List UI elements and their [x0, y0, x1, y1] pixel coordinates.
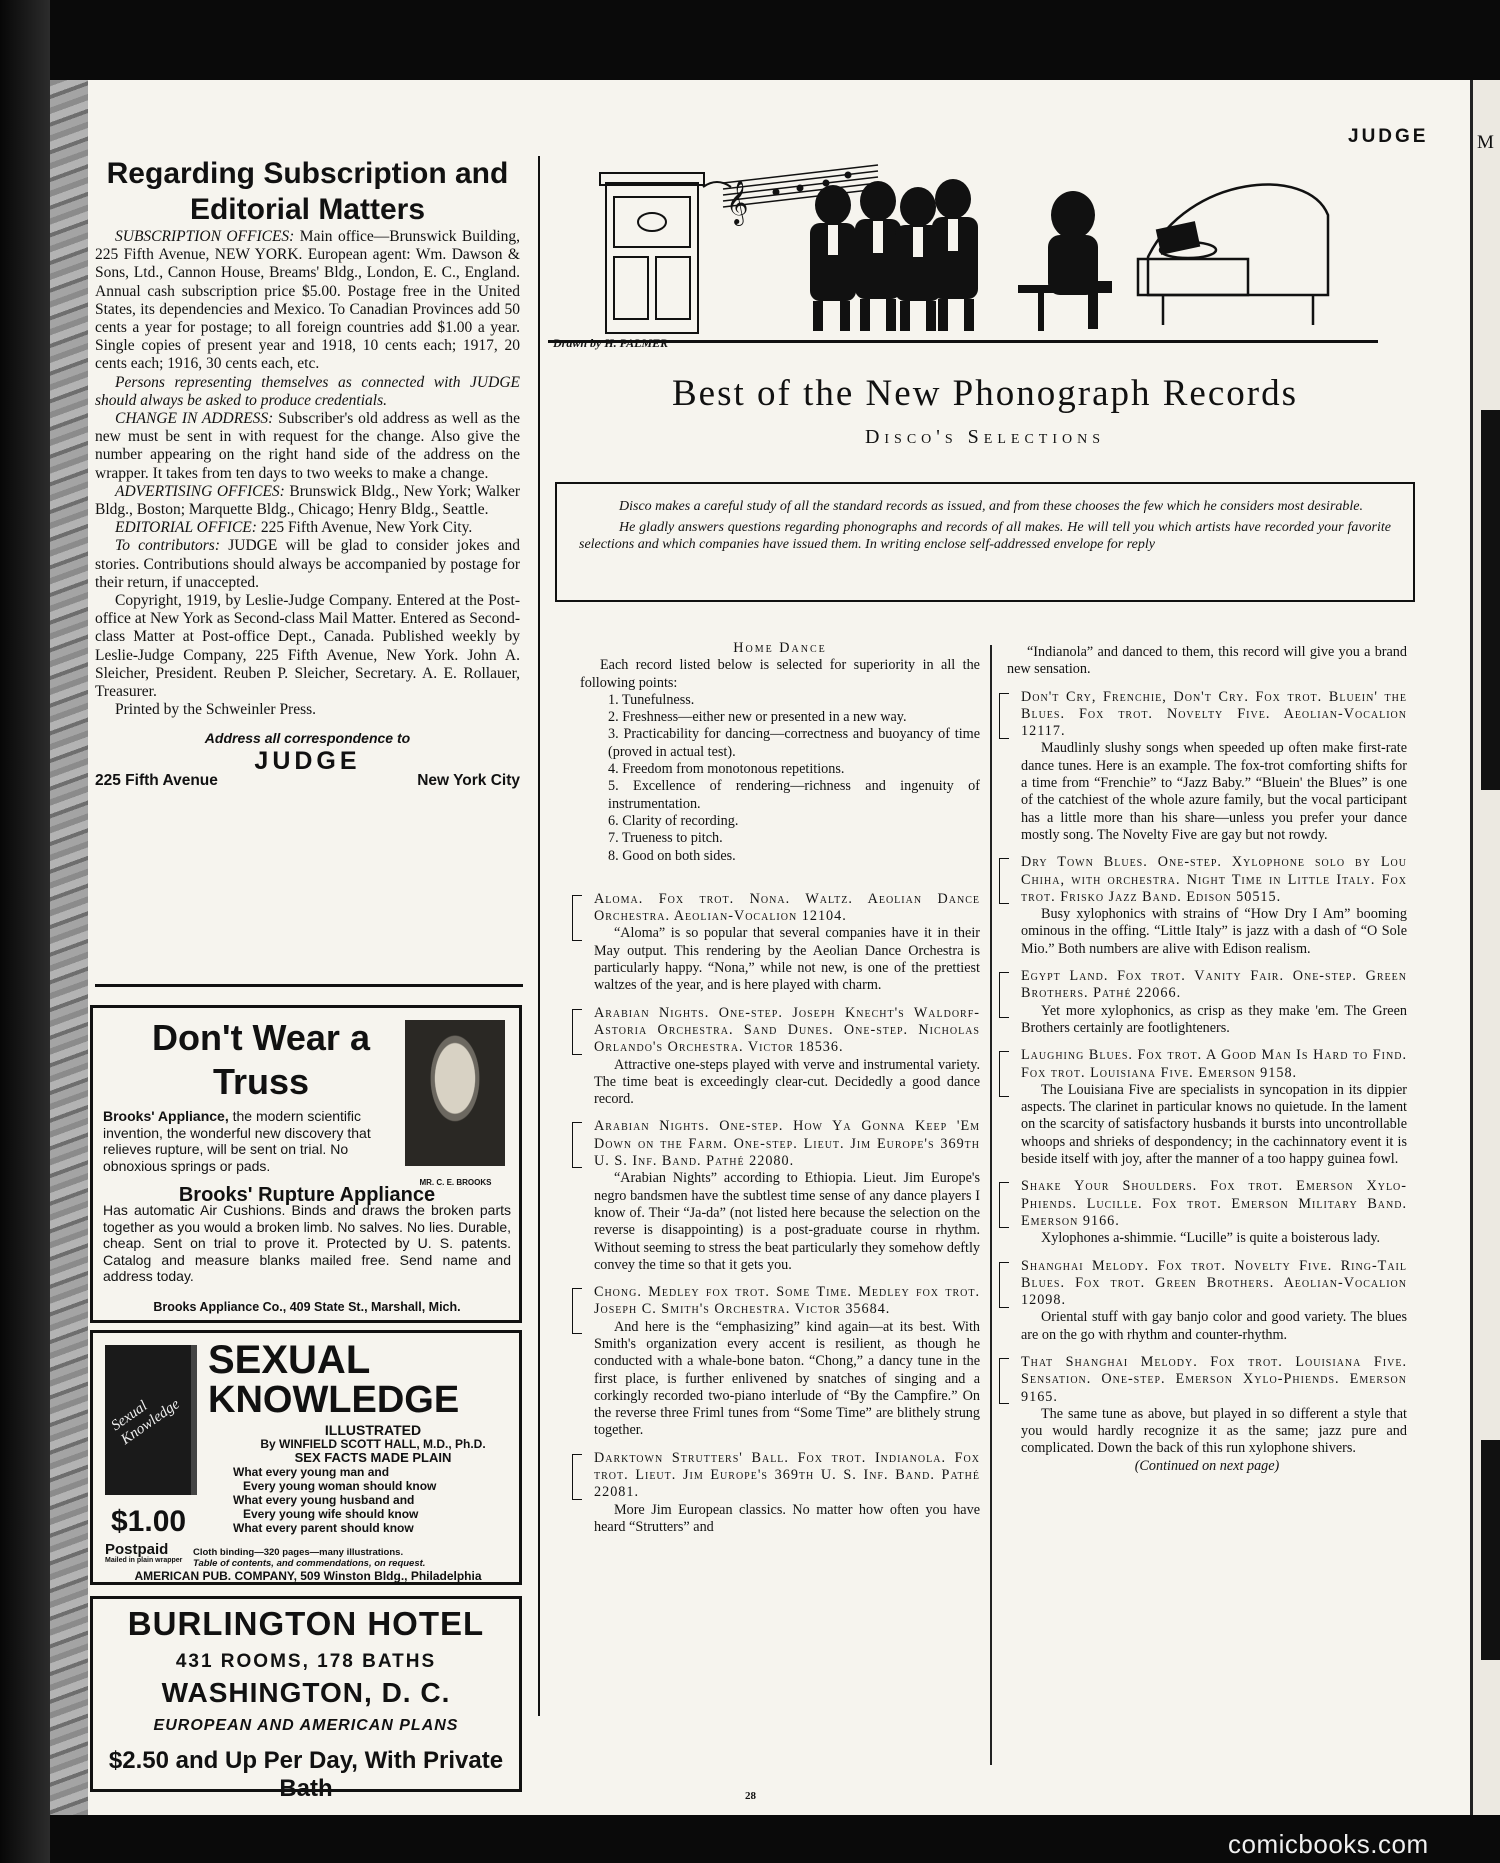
record-entry: Darktown Strutters' Ball. Fox trot. Indianola. Fox trot. Lieut. Jim Europe's 369th U. S. Inf. Band. Pathé 22081. More Jim European classics. No matter how often you have heard “Strutters” and	[580, 1450, 980, 1536]
editor-note-p1: Disco makes a careful study of all the standard records as issued, and from these chooses the few which he considers most desirable.	[619, 499, 1363, 514]
criteria-list	[580, 692, 980, 865]
change-address: CHANGE IN ADDRESS: Subscriber's old address as well as the new must be sent in with request for the change. Also give the number appearing on the right hand side of the address on the wrapper. It takes from ten days to two weeks to make a change.	[95, 410, 520, 482]
column-lead: “Indianola” and danced to them, this record will give you a brand new sensation.	[1007, 644, 1407, 678]
book-title-2: KNOWLEDGE	[208, 1379, 460, 1421]
portrait-caption: MR. C. E. BROOKS	[419, 1178, 492, 1187]
address-street: 225 Fifth Avenue	[95, 771, 218, 789]
adjacent-page-letter: M	[1477, 132, 1495, 153]
book-ad	[90, 1330, 522, 1585]
truss-ad-body: Brooks' Appliance, the modern scientific invention, the wonderful new discovery that relieves rupture, will be sent on trial. No obnoxious springs or pads.	[103, 1108, 371, 1174]
list-item: 4. Freedom from monotonous repetitions.	[608, 761, 845, 778]
address-note: Address all correspondence to	[204, 730, 411, 747]
records-column-2	[1007, 644, 1407, 1475]
address-city: New York City	[417, 771, 520, 789]
list-item: 2. Freshness—either new or presented in a new way.	[608, 709, 907, 726]
record-entry: Chong. Medley fox trot. Some Time. Medley fox trot. Joseph C. Smith's Orchestra. Victor 35684. And here is the “emphasizing” kind again—at its best. With Smith's organization every accent is resilient, as though he conducted with a whale-bone baton. “Chong,” a dancy tune in the first place, is further enlivened by snatches of singing and a corkingly recorded two-piano interlude of “By the Campfire.” On the reverse three Friml tunes from “Some Time” are blithely strung together.	[580, 1284, 980, 1440]
column-rule	[538, 156, 540, 1716]
watermark: comicbooks.com	[1228, 1829, 1429, 1859]
list-item: 5. Excellence of rendering—richness and ingenuity of instrumentation.	[608, 778, 980, 812]
illustration-svg	[548, 155, 1378, 340]
truss-ad-footer: Brooks Appliance Co., 409 State St., Marshall, Mich.	[153, 1300, 461, 1314]
credentials-note: Persons representing themselves as connected with JUDGE should always be asked to produce credentials.	[95, 373, 520, 409]
advertising-offices: ADVERTISING OFFICES: Brunswick Bldg., New York; Walker Bldg., Boston; Marquette Bldg., Chicago; Henry Bldg., Seattle.	[95, 482, 520, 519]
column-divider	[990, 645, 992, 1765]
hotel-rate: $2.50 and Up Per Day, With Private Bath	[108, 1747, 504, 1802]
editor-note-p2: He gladly answers questions regarding phonographs and records of all makes. He will tell you which artists have recorded your favorite selections and which companies have issued them. In writing enclose self-addressed envelope for reply	[579, 520, 1391, 552]
printer-note: Printed by the Schweinler Press.	[115, 701, 317, 719]
record-entry: Arabian Nights. One-step. Joseph Knecht's Waldorf-Astoria Orchestra. Sand Dunes. One-step. Nicholas Orlando's Orchestra. Victor 18536. Attractive one-steps played with verve and instrumental variety. The time beat is exceedingly clear-cut. Decidedly a good dance record.	[580, 1005, 980, 1109]
list-item: 6. Clarity of recording.	[608, 812, 739, 829]
records-column-1	[580, 640, 980, 1536]
record-entry: Laughing Blues. Fox trot. A Good Man Is Hard to Find. Fox trot. Louisiana Five. Emerson 9158. The Louisiana Five are specialists in syncopation in its dippier aspects. The clarinet in particular knows no quietude. In the lament on the scarcity of satisfactory husbands it bursts into uncontrollable whoops and shrieks of despondency; in the cachinnatory event it is beside itself with joy, after the manner of a too happy guinea fowl.	[1007, 1047, 1407, 1168]
scan-edge	[0, 0, 50, 1863]
truss-ad	[90, 1005, 522, 1323]
address-judge: JUDGE	[254, 746, 361, 775]
subscription-title: Regarding Subscription and Editorial Matters	[106, 157, 509, 226]
book-postpaid: Postpaid	[105, 1541, 169, 1558]
list-item: 7. Trueness to pitch.	[608, 830, 723, 847]
book-cloth: Cloth binding—320 pages—many illustrations. Table of contents, and commendations, on request.	[193, 1547, 426, 1569]
subscription-offices: SUBSCRIPTION OFFICES: Main office—Brunswick Building, 225 Fifth Avenue, NEW YORK. European agent: Wm. Dawson & Sons, Ltd., Cannon House, Breams' Bldg., London, E. C., England. Annual cash subscription price $5.00. Postage free in the United States, its dependencies and Mexico. To Canadian Provinces add 50 cents a year for postage; to all foreign countries add $1.00 a year. Single copies of present year and 1918, 10 cents each; 1917, 20 cents each; 1916, 30 cents each, etc.	[95, 228, 521, 373]
book-ad-lines: ILLUSTRATED By WINFIELD SCOTT HALL, M.D., Ph.D. SEX FACTS MADE PLAIN What every young man and Every young woman should know What every young husband and Every young wife should know What every parent should know	[233, 1422, 486, 1535]
phonograph-illustration	[548, 155, 1378, 343]
list-item: 8. Good on both sides.	[608, 847, 736, 864]
contributors-note: To contributors: JUDGE will be glad to consider jokes and stories. Contributions should always be accompanied by postage for their return, if unaccepted.	[95, 537, 520, 591]
section-intro: Each record listed below is selected for superiority in all the following points:	[580, 657, 980, 691]
binding-marble	[50, 80, 88, 1815]
record-entry: Aloma. Fox trot. Nona. Waltz. Aeolian Dance Orchestra. Aeolian-Vocalion 12104. “Aloma” is so popular that several companies have it in their May output. This rendering by the Aeolian Dance Orchestra is particularly happy. “Nona,” while not new, is one of the prettiest waltzes of the year, and is here played with charm.	[580, 891, 980, 995]
record-entry: Egypt Land. Fox trot. Vanity Fair. One-step. Green Brothers. Pathé 22066. Yet more xylophonics, as crisp as they make 'em. The Green Brothers certainly are footlighteners.	[1007, 968, 1407, 1037]
record-entry: Arabian Nights. One-step. How Ya Gonna Keep 'Em Down on the Farm. One-step. Lieut. Jim Europe's 369th U. S. Inf. Band. Pathé 22080. “Arabian Nights” according to Ethiopia. Lieut. Jim Europe's negro bandsmen have the subtlest time sense of any dance players I know of. Their “Ja-da” (not listed here because the selection on the reverse is disappointing) is a post-graduate course in rhythm. Without seeming to stress the beat particularly they somehow deftly convey the time so that it gets you.	[580, 1118, 980, 1274]
truss-ad-title: Don't Wear a Truss	[152, 1017, 370, 1102]
section-head: Home Dance	[733, 640, 827, 656]
editorial-office: EDITORIAL OFFICE: 225 Fifth Avenue, New York City.	[115, 519, 473, 537]
illustration-credit: Drawn by H. PALMER	[553, 336, 669, 350]
hotel-city: WASHINGTON, D. C.	[161, 1677, 451, 1708]
book-image: Sexual Knowledge	[105, 1345, 197, 1495]
hotel-name: BURLINGTON HOTEL	[127, 1605, 485, 1642]
record-entry: Shake Your Shoulders. Fox trot. Emerson Xylo-Phiends. Lucille. Fox trot. Emerson Military Band. Emerson 9166. Xylophones a-shimmie. “Lucille” is quite a boisterous lady.	[1007, 1178, 1407, 1247]
truss-ad-body2: Has automatic Air Cushions. Binds and draws the broken parts together as you would a broken limb. No salves. No lies. Durable, cheap. Sent on trial to prove it. Protected by U. S. patents. Catalog and measure blanks mailed free. Send name and address today.	[103, 1202, 511, 1284]
list-item: 1. Tunefulness.	[608, 691, 695, 708]
page-number: 28	[745, 1790, 756, 1802]
hotel-rooms: 431 ROOMS, 178 BATHS	[175, 1651, 437, 1672]
record-entry: Dry Town Blues. One-step. Xylophone solo by Lou Chiha, with orchestra. Night Time in Little Italy. Fox trot. Frisko Jazz Band. Edison 50515. Busy xylophonics with strains of “How Dry I Am” booming ominous in the offing. “Little Italy” is jazz with a dash of “O Sole Mio.” Both numbers are alive with Edison realism.	[1007, 854, 1407, 958]
svg-text:𝄞: 𝄞	[726, 180, 749, 224]
truss-ad-subhead: Brooks' Rupture Appliance	[178, 1184, 436, 1206]
copyright-notice: Copyright, 1919, by Leslie-Judge Company. Entered at the Post-office at New York as Second-class Mail Matter. Entered as Second-class Matter at Post-office Dept., Canada. Published weekly by Leslie-Judge Company, 225 Fifth Avenue, New York. John A. Sleicher, President. Reuben P. Sleicher, Secretary. A. E. Rollauer, Treasurer.	[95, 592, 520, 701]
list-item: 3. Practicability for dancing—correctness and buoyancy of time (proved in actual test).	[608, 726, 980, 760]
running-head: JUDGE	[1348, 126, 1429, 147]
hotel-plans: EUROPEAN AND AMERICAN PLANS	[153, 1717, 459, 1734]
hotel-ad	[90, 1596, 522, 1802]
portrait-image	[405, 1020, 505, 1166]
article-subtitle: Disco's Selections	[864, 426, 1106, 448]
record-entry: That Shanghai Melody. Fox trot. Louisiana Five. Sensation. One-step. Emerson Xylo-Phiends. Emerson 9165. The same tune as above, but played in so different a style that you would hardly recognize it as the same; jazz pure and complicated. Down the back of this run xylophone shivers.	[1007, 1354, 1407, 1458]
article-title: Best of the New Phonograph Records	[672, 373, 1298, 414]
divider	[95, 984, 523, 987]
book-ad-footer: AMERICAN PUB. COMPANY, 509 Winston Bldg., Philadelphia	[134, 1569, 482, 1583]
record-entry: Shanghai Melody. Fox trot. Novelty Five. Ring-Tail Blues. Fox trot. Green Brothers. Aeolian-Vocalion 12098. Oriental stuff with gay banjo color and good variety. The blues are on the go with rhythm and counter-rhythm.	[1007, 1258, 1407, 1344]
editor-note	[555, 482, 1415, 602]
book-mailed: Mailed in plain wrapper	[105, 1557, 183, 1564]
continued-note: (Continued on next page)	[1134, 1457, 1280, 1474]
book-price: $1.00	[111, 1505, 187, 1538]
adjacent-page-sliver	[1470, 80, 1500, 1815]
record-entry: Don't Cry, Frenchie, Don't Cry. Fox trot. Bluein' the Blues. Fox trot. Novelty Five. Aeolian-Vocalion 12117. Maudlinly slushy songs when speeded up often make first-rate dance tunes. Here is an example. The fox-trot comforting shifts for a time from “Frenchie” to “Jazz Baby.” “Bluein' the Blues” is one of the catchiest of the whole azure family, but the vocal participant has a little more than his share—unless you prefer your dance mostly song. The Novelty Five are gay but not rowdy.	[1007, 689, 1407, 845]
subscription-column	[95, 156, 520, 790]
book-title-1: SEXUAL	[208, 1338, 371, 1382]
